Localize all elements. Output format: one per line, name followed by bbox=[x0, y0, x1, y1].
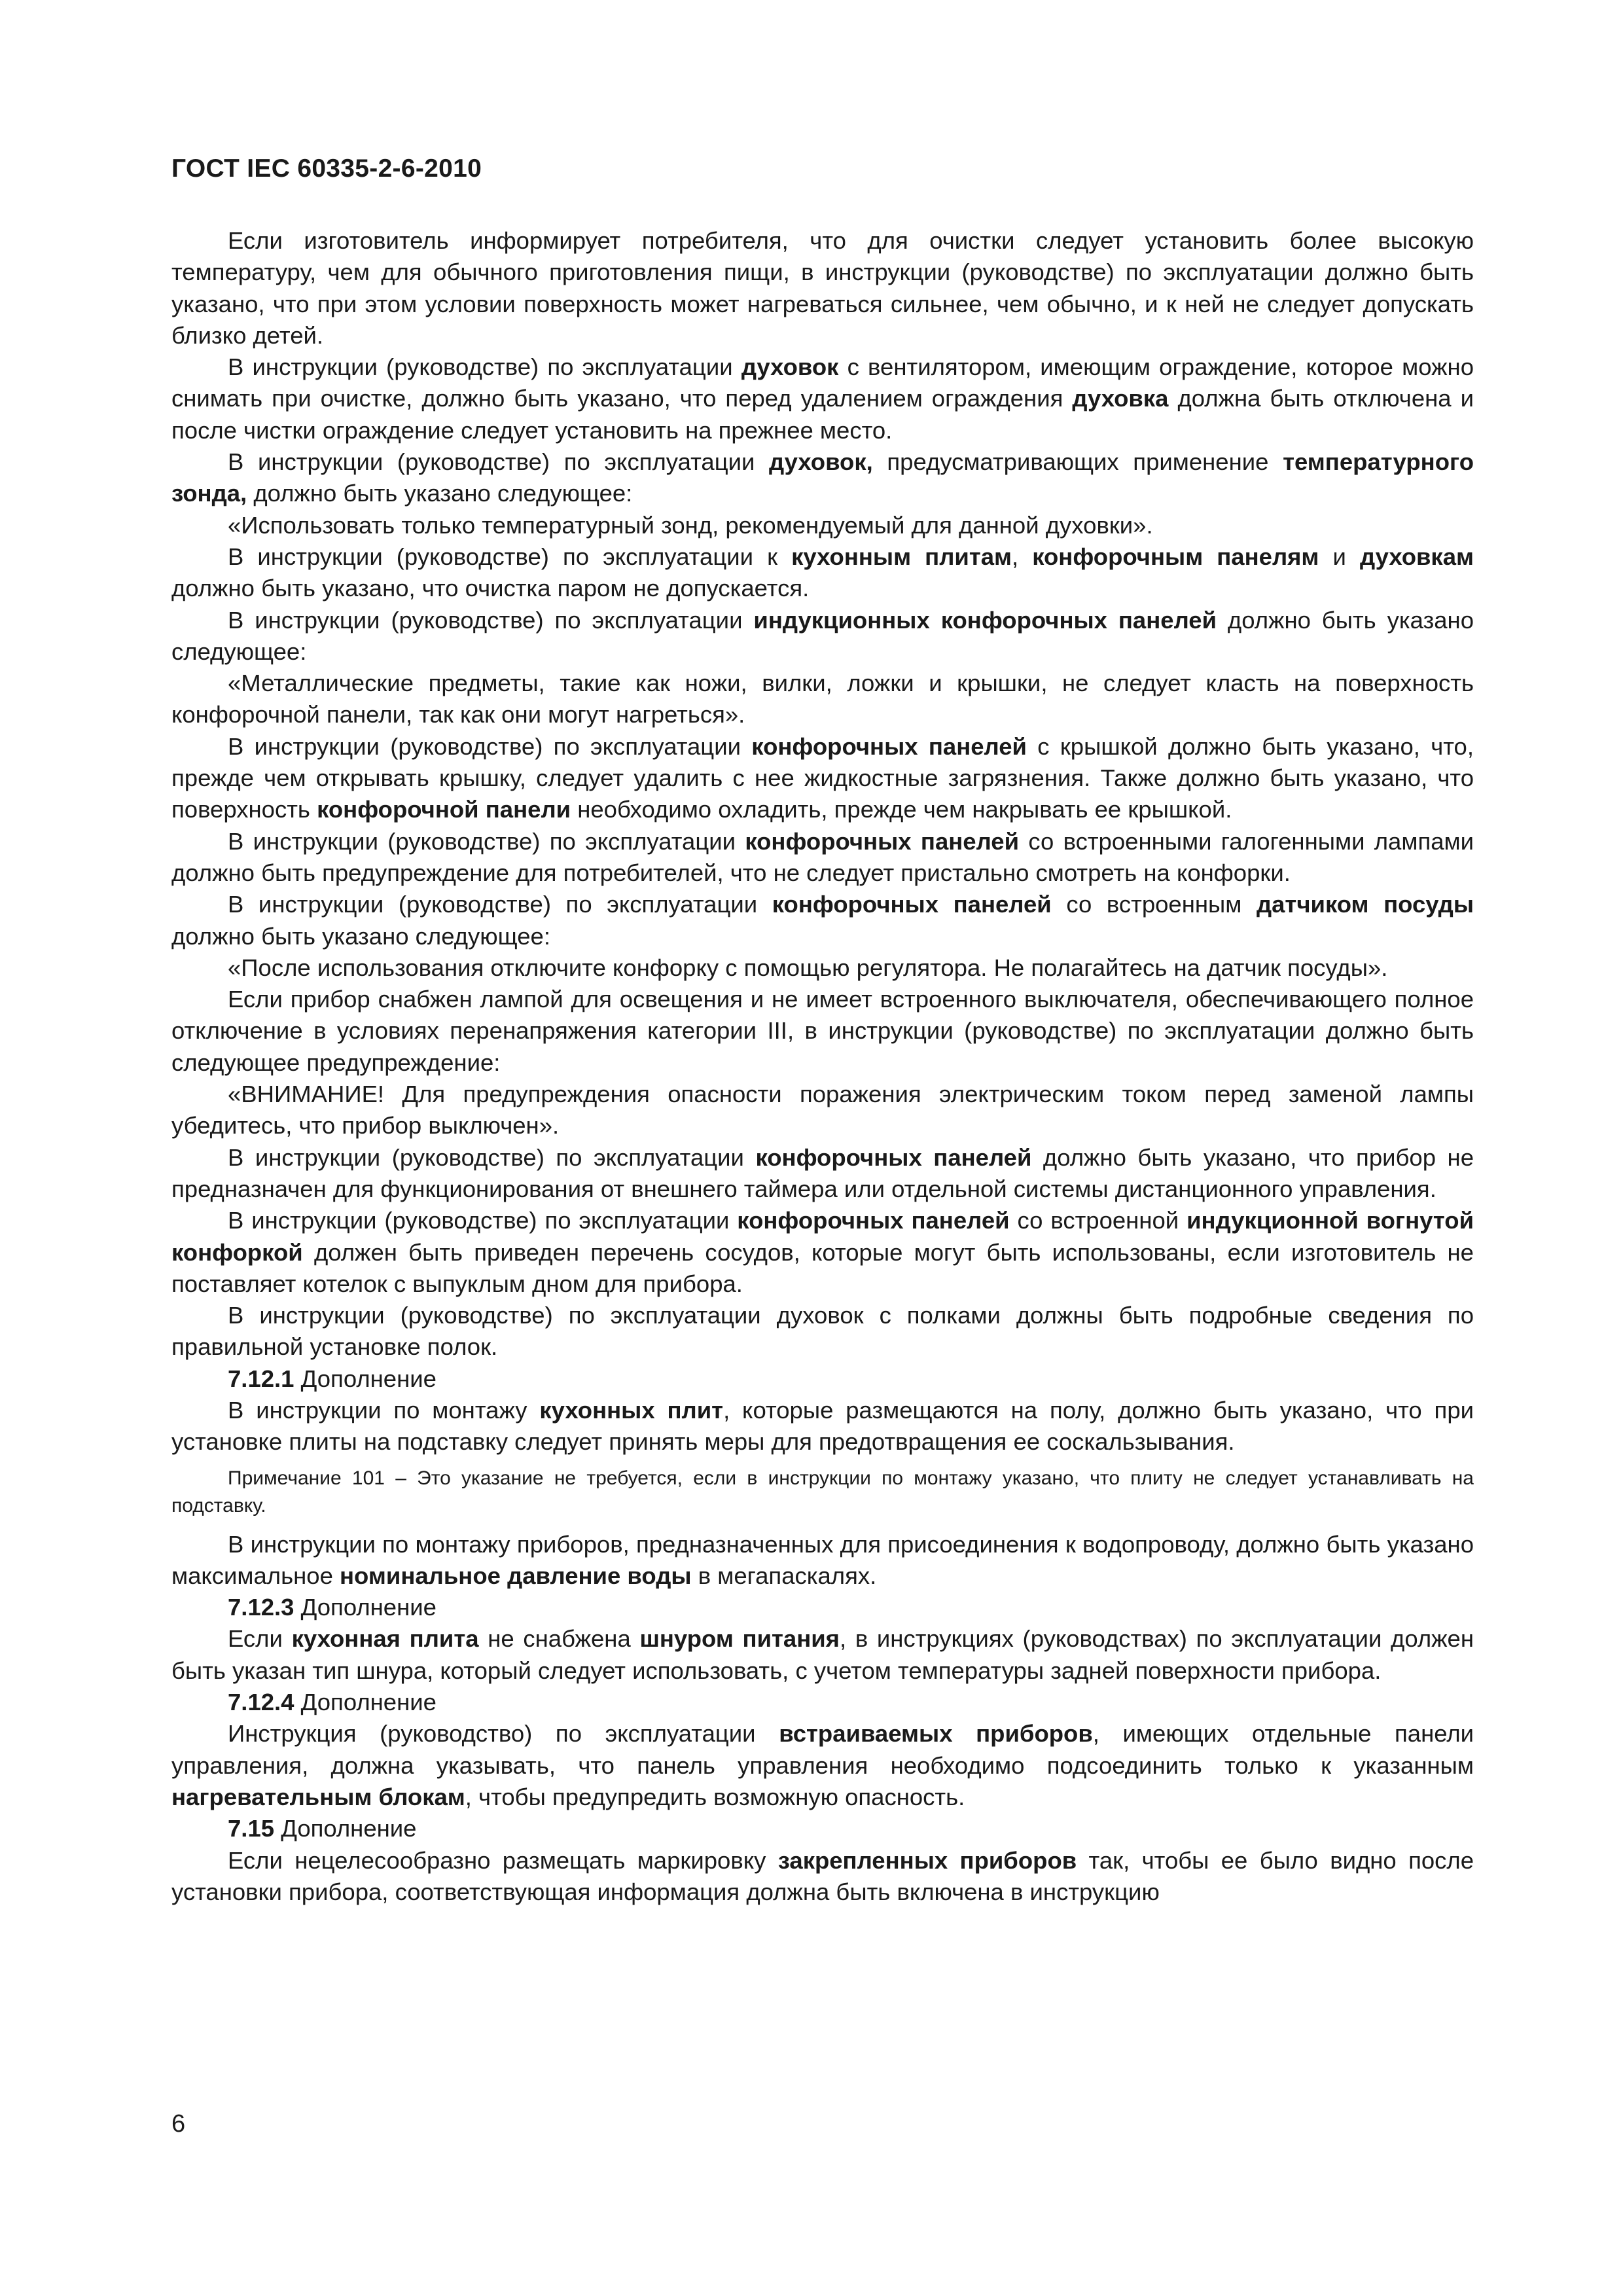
paragraph bbox=[171, 1079, 1474, 1142]
text-run: со встроенной bbox=[1009, 1207, 1187, 1234]
bold-term: конфорочной панели bbox=[317, 796, 571, 823]
bold-term: духовкам bbox=[1359, 543, 1474, 570]
text-run: , которые размещаются на полу, должно быть указано, что при установке плиты на подставку следует принять меры для предотвращения ее соскальзывания. bbox=[171, 1396, 1474, 1456]
paragraph bbox=[171, 225, 1474, 351]
bold-term: температурного зонда, bbox=[171, 448, 1474, 507]
bold-term: датчиком посуды bbox=[1256, 891, 1474, 918]
bold-term: конфорочных панелей bbox=[755, 1143, 1032, 1171]
bold-term: 7.15 bbox=[228, 1815, 275, 1842]
bold-term: шнуром питания bbox=[639, 1625, 840, 1653]
paragraph bbox=[171, 731, 1474, 826]
bold-term: закрепленных приборов bbox=[777, 1846, 1077, 1874]
text-run: должна быть отключена и после чистки ограждение следует установить на прежнее место. bbox=[171, 385, 1474, 444]
paragraph bbox=[171, 1623, 1474, 1687]
bold-term: 7.12.1 bbox=[228, 1365, 294, 1392]
text-run: Дополнение bbox=[294, 1594, 437, 1621]
text-run: должно быть указано следующее: bbox=[171, 606, 1474, 665]
bold-term: духовка bbox=[1072, 385, 1169, 412]
text-run: В инструкции (руководстве) по эксплуатации bbox=[228, 606, 754, 634]
bold-term: конфорочных панелей bbox=[772, 891, 1052, 918]
text-run: «Металлические предметы, такие как ножи, вилки, ложки и крышки, не следует класть на поверхность конфорочной панели, так как они могут нагреться». bbox=[171, 670, 1474, 728]
paragraph bbox=[171, 605, 1474, 668]
bold-term: духовок, bbox=[769, 448, 873, 476]
paragraph bbox=[171, 446, 1474, 510]
text-run: «Использовать только температурный зонд, рекомендуемый для данной духовки». bbox=[228, 511, 1153, 539]
paragraph bbox=[171, 351, 1474, 446]
bold-term: кухонная плита bbox=[291, 1625, 479, 1653]
paragraph bbox=[171, 889, 1474, 952]
text-run: В инструкции (руководстве) по эксплуатации bbox=[228, 353, 741, 381]
text-run: должен быть приведен перечень сосудов, которые могут быть использованы, если изготовитель не поставляет котелок с выпуклым дном для прибора. bbox=[171, 1238, 1474, 1297]
text-run: В инструкции (руководстве) по эксплуатации к bbox=[228, 543, 792, 570]
text-run: В инструкции (руководстве) по эксплуатации bbox=[228, 732, 752, 760]
text-run: , bbox=[1012, 543, 1033, 570]
text-run: в мегапаскалях. bbox=[691, 1562, 877, 1589]
text-run: со встроенным bbox=[1051, 891, 1257, 918]
bold-term: индукционной вогнутой конфоркой bbox=[171, 1207, 1474, 1266]
text-run: В инструкции (руководстве) по эксплуатации bbox=[228, 1143, 756, 1171]
bold-term: конфорочных панелей bbox=[751, 732, 1027, 760]
paragraph bbox=[171, 1687, 1474, 1718]
page-header-title: ГОСТ IEC 60335-2-6-2010 bbox=[171, 154, 482, 183]
text-run: Если bbox=[228, 1625, 292, 1653]
page-number: 6 bbox=[171, 2110, 186, 2138]
paragraph bbox=[171, 1395, 1474, 1458]
text-run: должно быть указано, что очистка паром не допускается. bbox=[171, 575, 810, 602]
text-run: Если изготовитель информирует потребителя, что для очистки следует установить более высокую температуру, чем для обычного приготовления пищи, в инструкции (руководстве) по эксплуатации должно быть указано, что при этом условии поверхность может нагреваться сильнее, чем обычно, и к ней не следует допускать близко детей. bbox=[171, 227, 1474, 349]
bold-term: номинальное давление воды bbox=[340, 1562, 692, 1589]
bold-term: 7.12.4 bbox=[228, 1689, 294, 1716]
text-run: необходимо охладить, прежде чем накрывать ее крышкой. bbox=[571, 796, 1232, 823]
text-run: и bbox=[1319, 543, 1360, 570]
paragraph bbox=[171, 1205, 1474, 1300]
text-run: Дополнение bbox=[294, 1689, 437, 1716]
bold-term: конфорочных панелей bbox=[737, 1207, 1010, 1234]
text-run: не снабжена bbox=[478, 1625, 640, 1653]
text-run: должно быть указано следующее: bbox=[247, 480, 633, 507]
text-run: Дополнение bbox=[294, 1365, 437, 1392]
paragraph bbox=[171, 984, 1474, 1079]
bold-term: индукционных конфорочных панелей bbox=[753, 606, 1217, 634]
text-run: Если нецелесообразно размещать маркировку bbox=[228, 1846, 778, 1874]
text-run: Примечание 101 – Это указание не требуется, если в инструкции по монтажу указано, что плиту не следует устанавливать на подставку. bbox=[171, 1467, 1474, 1516]
text-run: «ВНИМАНИЕ! Для предупреждения опасности поражения электрическим током перед заменой лампы убедитесь, что прибор выключен». bbox=[171, 1081, 1474, 1139]
text-run: В инструкции (руководстве) по эксплуатации bbox=[228, 827, 745, 855]
paragraph bbox=[171, 510, 1474, 541]
paragraph bbox=[171, 1845, 1474, 1909]
text-run: с вентилятором, имеющим ограждение, которое можно снимать при очистке, должно быть указано, что перед удалением ограждения bbox=[171, 353, 1474, 412]
note-paragraph bbox=[171, 1465, 1474, 1520]
text-run: , имеющих отдельные панели управления, должна указывать, что панель управления необходимо подсоединить только к указанным bbox=[171, 1720, 1474, 1779]
text-run: «После использования отключите конфорку с помощью регулятора. Не полагайтесь на датчик посуды». bbox=[228, 954, 1388, 981]
paragraph bbox=[171, 1592, 1474, 1623]
text-run: с крышкой должно быть указано, что, прежде чем открывать крышку, следует удалить с нее жидкостные загрязнения. Также должно быть указано, что поверхность bbox=[171, 732, 1474, 823]
text-run: В инструкции по монтажу приборов, предназначенных для присоединения к водопроводу, должно быть указано максимальное bbox=[171, 1530, 1474, 1589]
text-run: , чтобы предупредить возможную опасность. bbox=[465, 1783, 965, 1810]
text-run: Если прибор снабжен лампой для освещения и не имеет встроенного выключателя, обеспечивающего полное отключение в условиях перенапряжения категории III, в инструкции (руководстве) по эксплуатации должно быть следующее предупреждение: bbox=[171, 986, 1474, 1076]
text-run: предусматривающих применение bbox=[872, 448, 1283, 476]
document-body bbox=[171, 225, 1474, 1908]
text-run: Дополнение bbox=[274, 1815, 417, 1842]
text-run: Инструкция (руководство) по эксплуатации bbox=[228, 1720, 779, 1748]
paragraph bbox=[171, 1813, 1474, 1844]
bold-term: духовок bbox=[741, 353, 839, 381]
paragraph bbox=[171, 1718, 1474, 1813]
bold-term: 7.12.3 bbox=[228, 1594, 294, 1621]
text-run: должно быть указано следующее: bbox=[171, 922, 550, 950]
text-run: должно быть указано, что прибор не предназначен для функционирования от внешнего таймера или отдельной системы дистанционного управления. bbox=[171, 1143, 1474, 1202]
bold-term: кухонным плитам bbox=[791, 543, 1012, 570]
paragraph bbox=[171, 668, 1474, 731]
paragraph bbox=[171, 1529, 1474, 1592]
paragraph bbox=[171, 1142, 1474, 1206]
bold-term: конфорочным панелям bbox=[1032, 543, 1319, 570]
text-run: В инструкции (руководстве) по эксплуатации bbox=[228, 448, 770, 476]
text-run: , в инструкциях (руководствах) по эксплуатации должен быть указан тип шнура, который следует использовать, с учетом температуры задней поверхности прибора. bbox=[171, 1625, 1474, 1684]
text-run: В инструкции (руководстве) по эксплуатации духовок с полками должны быть подробные сведения по правильной установке полок. bbox=[171, 1302, 1474, 1361]
bold-term: кухонных плит bbox=[539, 1396, 724, 1424]
paragraph bbox=[171, 1363, 1474, 1395]
text-run: со встроенными галогенными лампами должно быть предупреждение для потребителей, что не следует пристально смотреть на конфорки. bbox=[171, 827, 1474, 886]
text-run: так, чтобы ее было видно после установки прибора, соответствующая информация должна быть включена в инструкцию bbox=[171, 1846, 1474, 1905]
text-run: В инструкции (руководстве) по эксплуатации bbox=[228, 1207, 738, 1234]
text-run: В инструкции по монтажу bbox=[228, 1396, 540, 1424]
paragraph bbox=[171, 1300, 1474, 1363]
bold-term: конфорочных панелей bbox=[745, 827, 1020, 855]
bold-term: нагревательным блокам bbox=[171, 1783, 465, 1810]
paragraph bbox=[171, 952, 1474, 984]
paragraph bbox=[171, 541, 1474, 605]
bold-term: встраиваемых приборов bbox=[779, 1720, 1093, 1748]
paragraph bbox=[171, 826, 1474, 889]
text-run: В инструкции (руководстве) по эксплуатации bbox=[228, 891, 772, 918]
